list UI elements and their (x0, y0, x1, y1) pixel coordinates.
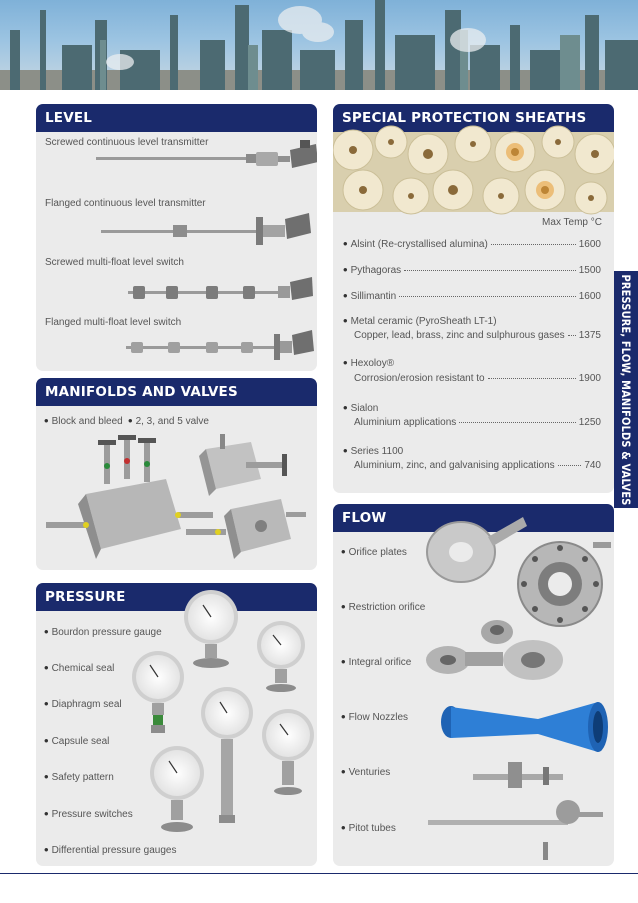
sheath-name-2: • Pythagoras (350, 265, 402, 276)
pressure-item-5: • Safety pattern (44, 768, 114, 783)
flow-panel (333, 504, 614, 866)
sheath-temp-7: 740 (584, 460, 601, 471)
pressure-item-2: • Chemical seal (44, 659, 114, 674)
flow-title: FLOW (333, 504, 614, 532)
manifolds-panel (36, 378, 317, 570)
sheath-row-7 (354, 460, 601, 471)
ceramic-sheaths-image (333, 132, 614, 212)
manifold-valves-image (46, 434, 311, 569)
sheath-row-5 (354, 373, 601, 384)
sheath-row-4 (354, 330, 601, 341)
level-switch-screwed-image (128, 276, 313, 306)
sheaths-title: SPECIAL PROTECTION SHEATHS (333, 104, 614, 132)
max-temp-label: Max Temp °C (542, 217, 602, 228)
sheath-name-4: • Metal ceramic (PyroSheath LT-1) (343, 312, 497, 327)
level-transmitter-screwed-image (96, 140, 311, 180)
sheath-temp-5: 1900 (578, 373, 601, 384)
sheath-temp-2: 1500 (578, 265, 601, 276)
sheath-row-6 (354, 417, 601, 428)
pressure-title: PRESSURE (36, 583, 317, 611)
header-photo-refinery (0, 0, 638, 90)
sheath-row-2 (343, 261, 601, 276)
pressure-item-6: • Pressure switches (44, 805, 133, 820)
section-side-tab-label: PRESSURE, FLOW, MANIFOLDS & VALVES (619, 274, 633, 505)
pressure-item-7: • Differential pressure gauges (44, 841, 176, 856)
flow-item-2: • Restriction orifice (341, 598, 425, 613)
manifolds-item-1: • Block and bleed (44, 412, 123, 427)
pressure-item-3: • Diaphragm seal (44, 695, 122, 710)
level-transmitter-flanged-image (101, 211, 311, 249)
pressure-panel (36, 583, 317, 866)
level-title: LEVEL (36, 104, 317, 132)
manifolds-item-2: • 2, 3, and 5 valve (128, 412, 209, 427)
sheath-name-7: • Series 1100 (343, 442, 403, 457)
flow-item-1: • Orifice plates (341, 543, 407, 558)
level-item-2: Flanged continuous level transmitter (45, 198, 206, 209)
sheath-desc-7: Aluminium, zinc, and galvanising applications (354, 460, 555, 471)
manifolds-title: MANIFOLDS AND VALVES (36, 378, 317, 406)
sheath-temp-3: 1600 (578, 291, 601, 302)
pressure-gauges-image (131, 595, 317, 863)
level-item-4: Flanged multi-float level switch (45, 317, 182, 328)
flow-item-3: • Integral orifice (341, 653, 411, 668)
level-panel (36, 104, 317, 371)
sheath-name-5: • Hexoloy® (343, 354, 394, 369)
sheath-name-1: • Alsint (Re-crystallised alumina) (350, 239, 488, 250)
sheath-name-6: • Sialon (343, 399, 378, 414)
flow-devices-image (423, 512, 614, 862)
pressure-item-4: • Capsule seal (44, 732, 109, 747)
level-item-1: Screwed continuous level transmitter (45, 137, 209, 148)
sheath-temp-1: 1600 (578, 239, 601, 250)
pressure-item-1: • Bourdon pressure gauge (44, 623, 162, 638)
sheath-temp-6: 1250 (578, 417, 601, 428)
sheath-desc-5: Corrosion/erosion resistant to (354, 373, 485, 384)
sheath-row-3 (343, 287, 601, 302)
sheath-row-1 (343, 235, 601, 250)
sheath-desc-4: Copper, lead, brass, zinc and sulphurous gases (354, 330, 565, 341)
level-item-3: Screwed multi-float level switch (45, 257, 184, 268)
sheath-temp-4: 1375 (578, 330, 601, 341)
sheaths-panel (333, 104, 614, 493)
flow-item-4: • Flow Nozzles (341, 708, 408, 723)
level-switch-flanged-image (126, 329, 314, 363)
sheath-desc-6: Aluminium applications (354, 417, 457, 428)
flow-item-6: • Pitot tubes (341, 819, 396, 834)
flow-item-5: • Venturies (341, 763, 390, 778)
footer-rule (0, 873, 638, 874)
sheath-name-3: • Sillimantin (350, 291, 397, 302)
section-side-tab (614, 271, 638, 508)
